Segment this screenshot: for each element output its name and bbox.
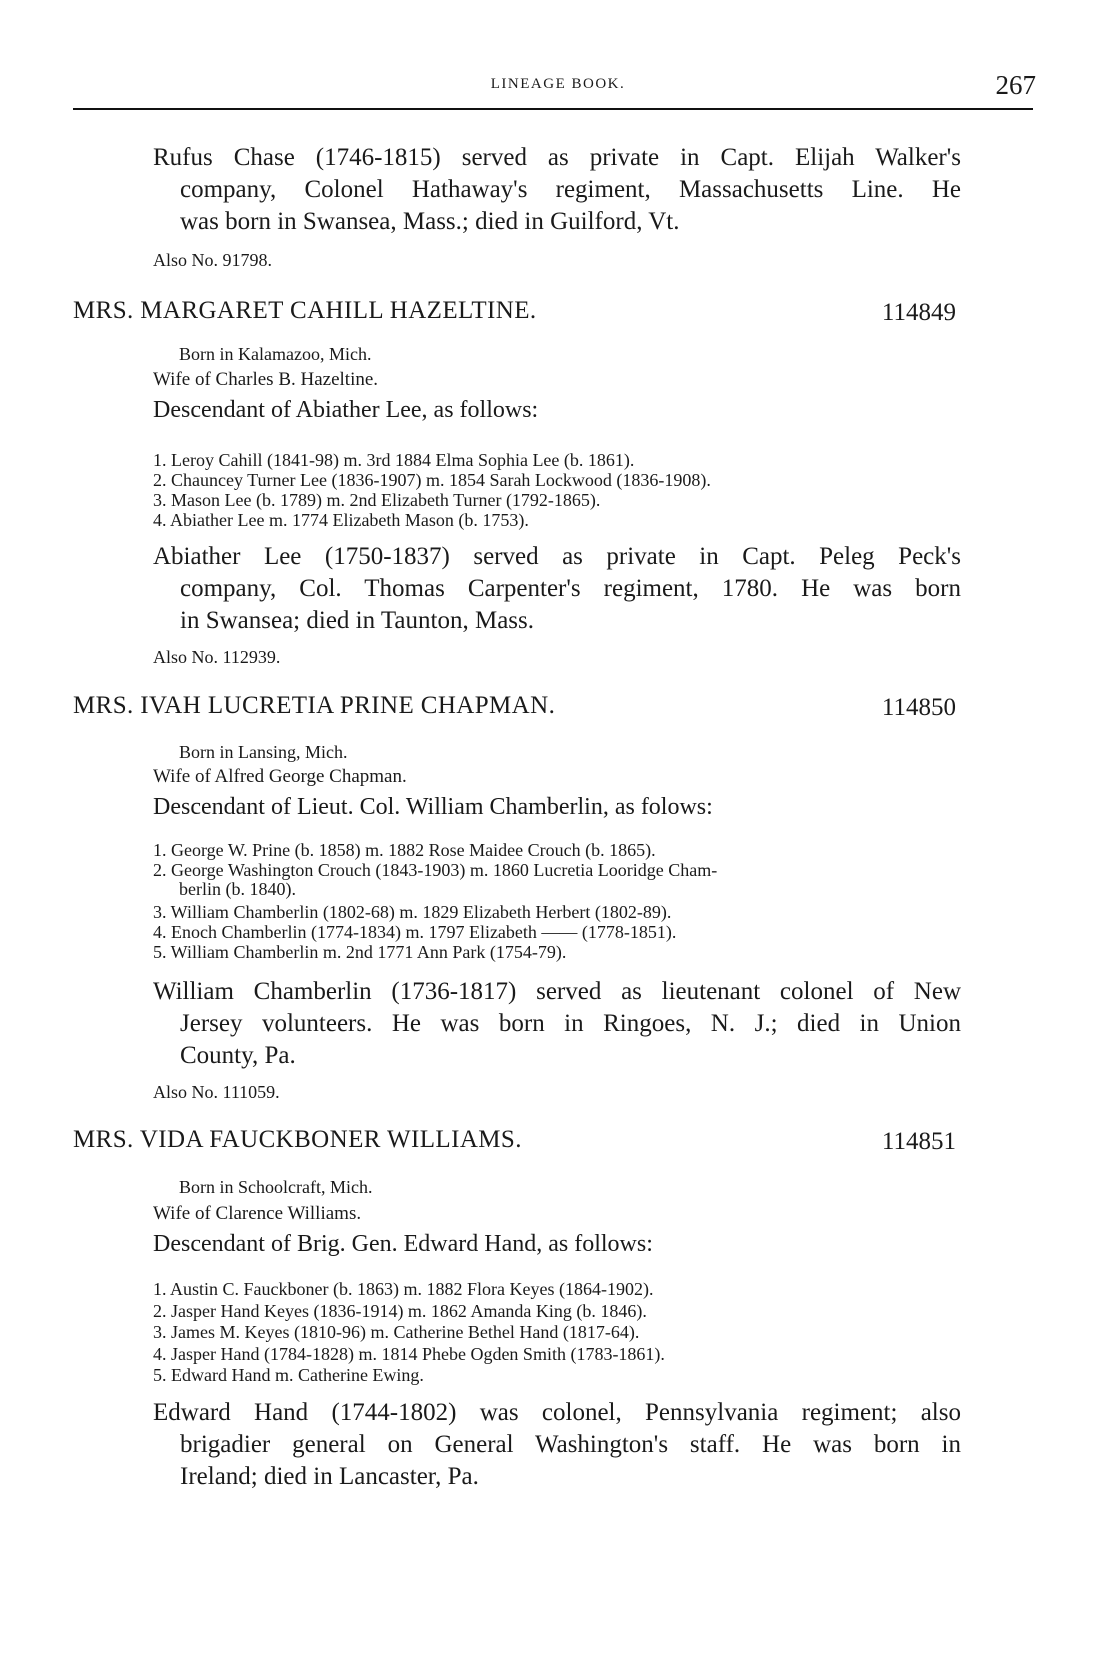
entry-number: 114849	[881, 299, 956, 326]
also-number: Also No. 112939.	[153, 647, 281, 667]
page-number: 267	[995, 70, 1036, 100]
birthplace: Born in Kalamazoo, Mich.	[179, 344, 372, 364]
lineage-item: 1. George W. Prine (b. 1858) m. 1882 Rose Maidee Crouch (b. 1865).	[153, 840, 656, 860]
lineage-item: 3. James M. Keyes (1810-96) m. Catherine Bethel Hand (1817-64).	[153, 1322, 640, 1342]
text-line: Jersey volunteers. He was born in Ringoes, N. J.; died in Union	[180, 1010, 961, 1037]
lineage-item: 1. Austin C. Fauckboner (b. 1863) m. 1882 Flora Keyes (1864-1902).	[153, 1279, 654, 1299]
lineage-list	[153, 1279, 968, 1387]
header-rule	[73, 108, 1033, 110]
lineage-item: 3. Mason Lee (b. 1789) m. 2nd Elizabeth Turner (1792-1865).	[153, 490, 601, 510]
lineage-item: 4. Abiather Lee m. 1774 Elizabeth Mason (b. 1753).	[153, 510, 529, 530]
service-paragraph	[153, 976, 961, 1072]
text-line: Rufus Chase (1746-1815) served as private in Capt. Elijah Walker's	[153, 144, 961, 171]
also-number: Also No. 91798.	[153, 250, 273, 270]
lineage-item: 5. Edward Hand m. Catherine Ewing.	[153, 1365, 424, 1385]
spouse: Wife of Alfred George Chapman.	[153, 766, 407, 787]
lineage-item-text: 2. Chauncey Turner Lee (1836-1907) m. 1854 Sarah Lockwood (1836-1908).	[153, 470, 711, 490]
text-line: Ireland; died in Lancaster, Pa.	[180, 1463, 479, 1490]
intro-paragraph	[153, 142, 961, 238]
lineage-list	[153, 450, 963, 530]
descendant-of: Descendant of Lieut. Col. William Chamberlin, as folows:	[153, 794, 713, 820]
descendant-of: Descendant of Abiather Lee, as follows:	[153, 397, 539, 423]
lineage-item: 1. Leroy Cahill (1841-98) m. 3rd 1884 Elma Sophia Lee (b. 1861).	[153, 450, 635, 470]
text-line: William Chamberlin (1736-1817) served as lieutenant colonel of New	[153, 978, 961, 1005]
entry-heading: MRS. VIDA FAUCKBONER WILLIAMS.	[73, 1126, 522, 1153]
entry-number: 114851	[881, 1128, 956, 1155]
also-number: Also No. 111059.	[153, 1082, 280, 1102]
text-line: Edward Hand (1744-1802) was colonel, Pennsylvania regiment; also	[153, 1399, 961, 1426]
text-line: company, Col. Thomas Carpenter's regiment, 1780. He was born	[180, 575, 961, 602]
entry-heading: MRS. IVAH LUCRETIA PRINE CHAPMAN.	[73, 692, 556, 719]
text-line: in Swansea; died in Taunton, Mass.	[180, 607, 535, 634]
text-line: was born in Swansea, Mass.; died in Guilford, Vt.	[180, 208, 680, 235]
service-paragraph	[153, 541, 961, 637]
lineage-item: 3. William Chamberlin (1802-68) m. 1829 Elizabeth Herbert (1802-89).	[153, 902, 672, 922]
running-head: LINEAGE BOOK.	[490, 76, 626, 92]
spouse: Wife of Clarence Williams.	[153, 1203, 362, 1224]
spouse: Wife of Charles B. Hazeltine.	[153, 369, 379, 390]
lineage-item-text: 2. George Washington Crouch (1843-1903) m. 1860 Lucretia Looridge Cham-	[153, 860, 718, 880]
text-line: company, Colonel Hathaway's regiment, Massachusetts Line. He	[180, 176, 961, 203]
lineage-item: 4. Enoch Chamberlin (1774-1834) m. 1797 Elizabeth —— (1778-1851).	[153, 922, 677, 942]
text-line: brigadier general on General Washington's staff. He was born in	[180, 1431, 961, 1458]
text-line: Abiather Lee (1750-1837) served as private in Capt. Peleg Peck's	[153, 543, 961, 570]
lineage-item: 4. Jasper Hand (1784-1828) m. 1814 Phebe Ogden Smith (1783-1861).	[153, 1343, 665, 1364]
entry-heading: MRS. MARGARET CAHILL HAZELTINE.	[73, 297, 537, 324]
birthplace: Born in Schoolcraft, Mich.	[179, 1177, 373, 1197]
birthplace: Born in Lansing, Mich.	[179, 742, 348, 762]
lineage-item-continuation: berlin (b. 1840).	[179, 879, 296, 899]
text-line: County, Pa.	[180, 1042, 296, 1069]
service-paragraph	[153, 1397, 961, 1493]
lineage-item: 5. William Chamberlin m. 2nd 1771 Ann Park (1754-79).	[153, 942, 567, 962]
entry-number: 114850	[881, 694, 956, 721]
lineage-item	[153, 470, 963, 490]
lineage-item: 2. Jasper Hand Keyes (1836-1914) m. 1862 Amanda King (b. 1846).	[153, 1300, 647, 1321]
lineage-item	[153, 860, 968, 880]
descendant-of: Descendant of Brig. Gen. Edward Hand, as follows:	[153, 1231, 653, 1257]
lineage-list	[153, 840, 968, 962]
